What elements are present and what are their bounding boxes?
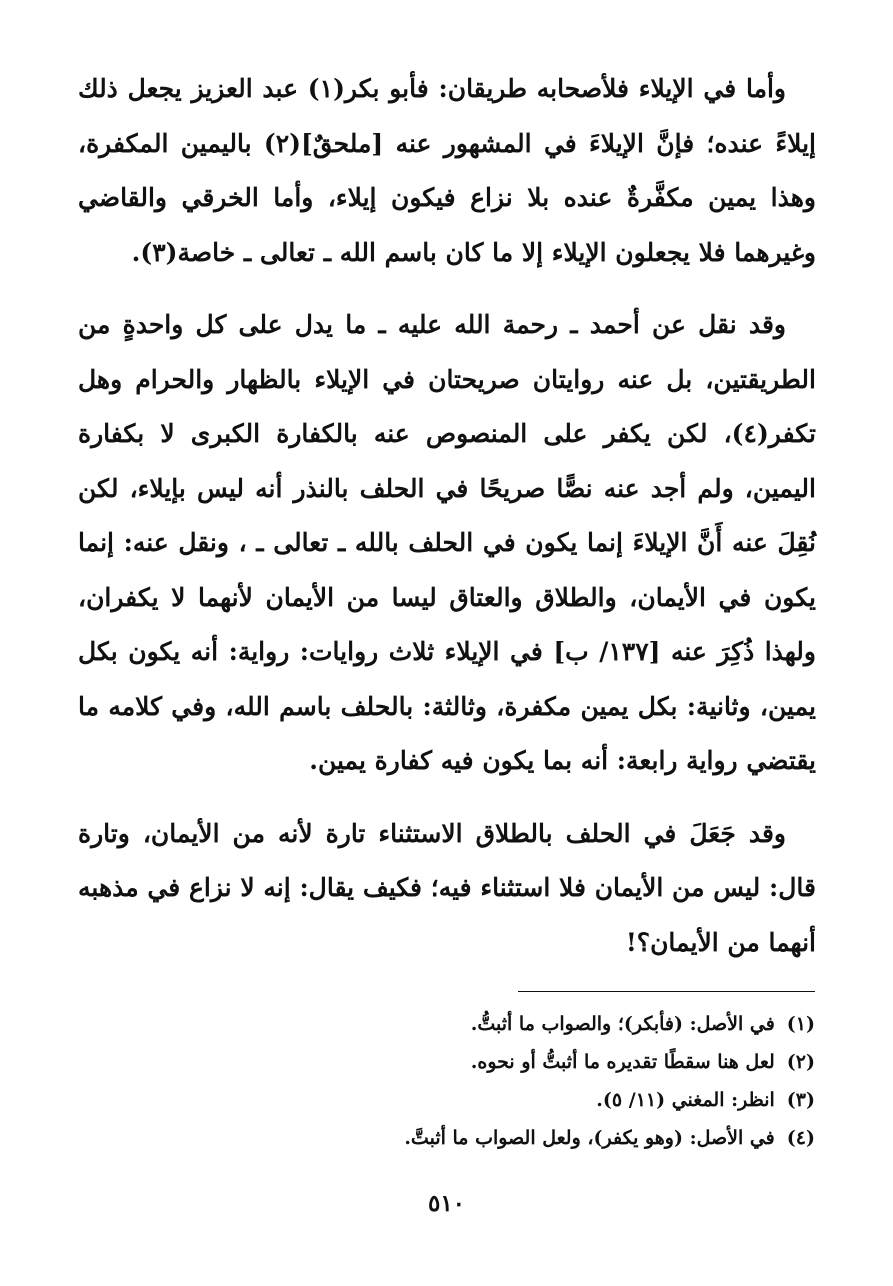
page-number: ٥١٠ (427, 1190, 466, 1217)
footnote-3 (77, 1081, 815, 1119)
footnote-text: انظر: المغني (١١/ ٥). (596, 1089, 775, 1111)
footnote-4 (77, 1119, 815, 1157)
footnote-2 (77, 1043, 815, 1081)
footnote-1 (77, 1005, 815, 1043)
footnote-number: (٣) (786, 1089, 815, 1111)
footnote-number: (٢) (786, 1051, 815, 1073)
main-text (78, 62, 816, 970)
footnotes (77, 1005, 815, 1157)
footnote-number: (١) (786, 1013, 815, 1035)
footnote-divider (518, 991, 815, 992)
paragraph-3: وقد جَعَلَ في الحلف بالطلاق الاستثناء تارة لأنه من الأيمان، وتارة قال: ليس من الأيمان فلا استثناء فيه؛ فكيف يقال: إنه لا نزاع في مذهبه أنهما من الأيمان؟! (78, 818, 816, 957)
paragraph-1: وأما في الإيلاء فلأصحابه طريقان: فأبو بكر(١) عبد العزيز يجعل ذلك إيلاءً عنده؛ فإنَّ الإيلاءَ في المشهور عنه [ملحقٌ](٢) باليمين المكفرة، وهذا يمين مكفَّرةٌ عنده بلا نزاع فيكون إيلاء، وأما الخرقي والقاضي وغيرهما فلا يجعلون الإيلاء إلا ما كان باسم الله ـ تعالى ـ خاصة(٣). (78, 74, 817, 267)
paragraph-2: وقد نقل عن أحمد ـ رحمة الله عليه ـ ما يدل على كل واحدةٍ من الطريقتين، بل عنه روايتان صريحتان في الإيلاء بالظهار والحرام وهل تكفر(٤)، لكن يكفر على المنصوص عنه بالكفارة الكبرى لا بكفارة اليمين، ولم أجد عنه نصًّا صريحًا في الحلف بالنذر أنه ليس بإيلاء، لكن نُقِلَ عنه أَنَّ الإيلاءَ إنما يكون في الحلف بالله ـ تعالى ـ ، ونقل عنه: إنما يكون في الأيمان، والطلاق والعتاق ليسا من الأيمان لأنهما لا يكفران، ولهذا ذُكِرَ عنه [١٣٧/ ب] في الإيلاء ثلاث روايات: رواية: أنه يكون بكل يمين، وثانية: بكل يمين مكفرة، وثالثة: بالحلف باسم الله، وفي كلامه ما يقتضي رواية رابعة: أنه بما يكون فيه كفارة يمين. (78, 310, 816, 775)
footnote-text: في الأصل: (فأبكر)؛ والصواب ما أثبتُّ. (470, 1013, 775, 1035)
footnote-number: (٤) (786, 1127, 815, 1149)
footnote-text: لعل هنا سقطًا تقديره ما أثبتُّ أو نحوه. (470, 1051, 775, 1073)
footnote-text: في الأصل: (وهو يكفر)، ولعل الصواب ما أثبتَّ. (404, 1127, 775, 1149)
